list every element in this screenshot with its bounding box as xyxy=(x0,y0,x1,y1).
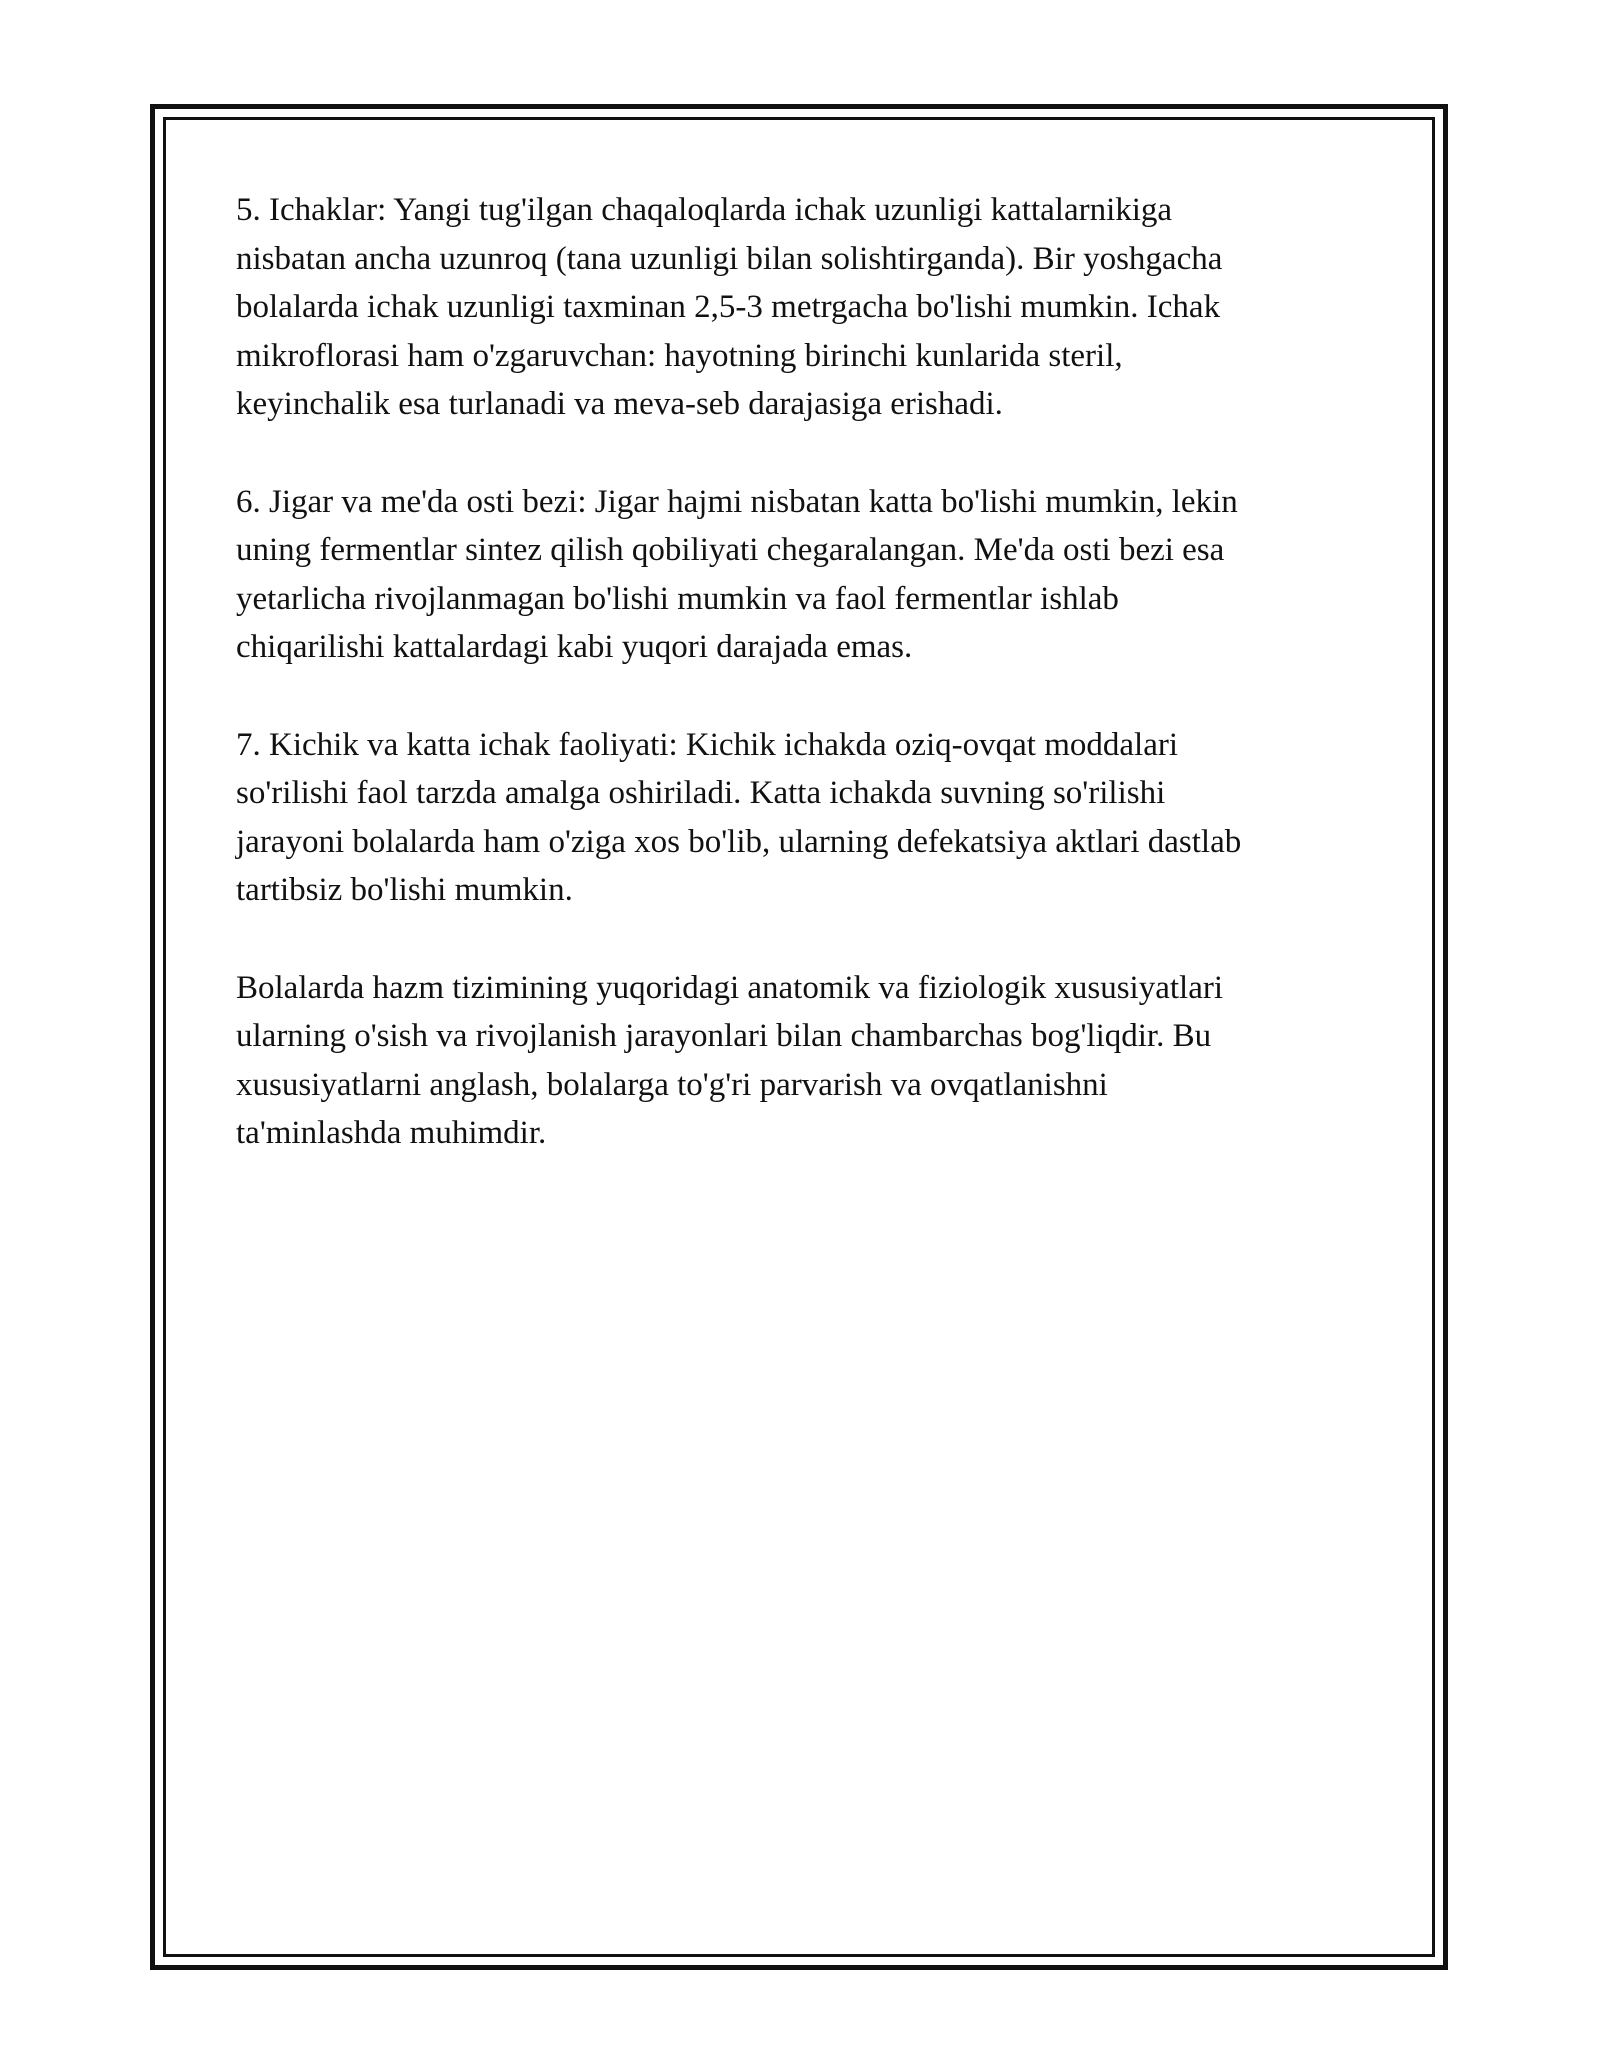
paragraph-liver-pancreas: 6. Jigar va me'da osti bezi: Jigar hajmi nisbatan katta bo'lishi mumkin, lekin uning fermentlar sintez qilish qobiliyati chegaralangan. Me'da osti bezi esa yetarlicha rivojlanmagan bo'lishi mumkin va faol fermentlar ishlab chiqarilishi kattalardagi kabi yuqori darajada emas. xyxy=(236,483,1238,665)
paragraph-conclusion: Bolalarda hazm tizimining yuqoridagi anatomik va fiziologik xususiyatlari ularning o'sish va rivojlanish jarayonlari bilan chambarchas bog'liqdir. Bu xususiyatlarni anglash, bolalarga to'g'ri parvarish va ovqatlanishni ta'minlashda muhimdir. xyxy=(236,969,1224,1151)
paragraph-intestines: 5. Ichaklar: Yangi tug'ilgan chaqaloqlarda ichak uzunligi kattalarnikiga nisbatan ancha uzunroq (tana uzunligi bilan solishtirganda). Bir yoshgacha bolalarda ichak uzunligi taxminan 2,5-3 metrgacha bo'lishi mumkin. Ichak mikroflorasi ham o'zgaruvchan: hayotning birinchi kunlarida steril, keyinchalik esa turlanadi va meva-seb darajasiga erishadi. xyxy=(236,192,1223,422)
paragraph-small-large-intestine: 7. Kichik va katta ichak faoliyati: Kichik ichakda oziq-ovqat moddalari so'rilishi faol tarzda amalga oshiriladi. Katta ichakda suvning so'rilishi jarayoni bolalarda ham o'ziga xos bo'lib, ularning defekatsiya aktlari dastlab tartibsiz bo'lishi mumkin. xyxy=(236,726,1242,908)
document-body xyxy=(236,186,1366,1207)
